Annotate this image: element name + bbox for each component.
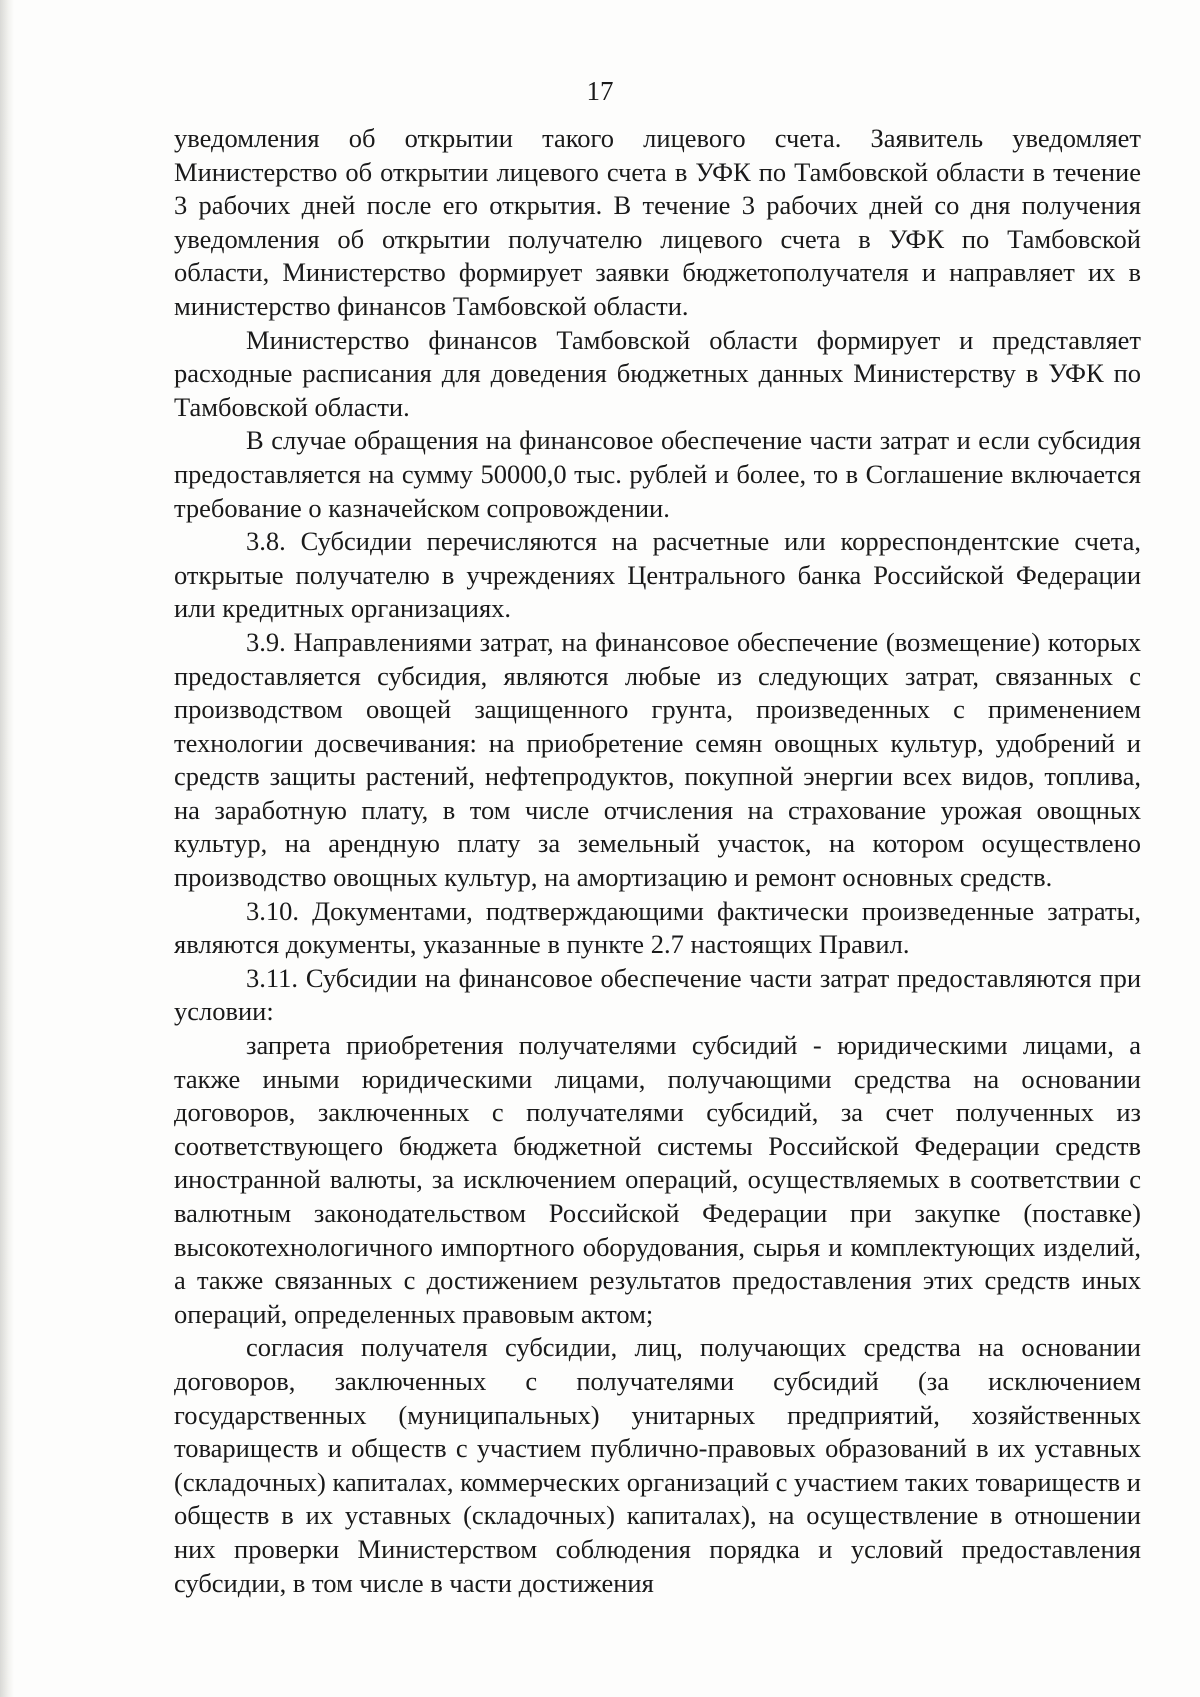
paragraph-3-9: 3.9. Направлениями затрат, на финансовое обеспечение (возмещение) которых предоставляется субсидия, являются любые из следующих затрат, связанных с производством овощей защищенного грунта, произведенных с применением технологии досвечивания: на приобретение семян овощных культур, удобрений и средств защиты растений, нефтепродуктов, покупной энергии всех видов, топлива, на заработную плату, в том числе отчисления на страхование урожая овощных культур, на арендную плату за земельный участок, на котором осуществлено производство овощных культур, на амортизацию и ремонт основных средств. xyxy=(174,626,1141,893)
paragraph-finance-ministry: Министерство финансов Тамбовской области формирует и представляет расходные расписания для доведения бюджетных данных Министерству в УФК по Тамбовской области. xyxy=(174,324,1141,422)
scan-edge-shadow xyxy=(0,0,14,1697)
paragraph-currency-ban: запрета приобретения получателями субсидий - юридическими лицами, а также иными юридическими лицами, получающими средства на основании договоров, заключенных с получателями субсидий, за счет полученных из соответствующего бюджета бюджетной системы Российской Федерации средств иностранной валюты, за исключением операций, осуществляемых в соответствии с валютным законодательством Российской Федерации при закупке (поставке) высокотехнологичного импортного оборудования, сырья и комплектующих изделий, а также связанных с достижением результатов предоставления этих средств иных операций, определенных правовым актом; xyxy=(174,1030,1141,1329)
paragraph-inspection-consent: согласия получателя субсидии, лиц, получающих средства на основании договоров, заключенных с получателями субсидий (за исключением государственных (муниципальных) унитарных предприятий, хозяйственных товариществ и обществ с участием публично-правовых образований в их уставных (складочных) капиталах, коммерческих организаций с участием таких товариществ и обществ в их уставных (складочных) капиталах), на осуществление в отношении них проверки Министерством соблюдения порядка и условий предоставления субсидии, в том числе в части достижения xyxy=(174,1332,1141,1598)
paragraph-3-8: 3.8. Субсидии перечисляются на расчетные или корреспондентские счета, открытые получателю в учреждениях Центрального банка Российской Федерации или кредитных организациях. xyxy=(174,526,1141,624)
page-number: 17 xyxy=(586,76,614,106)
paragraph-3-10: 3.10. Документами, подтверждающими фактически произведенные затраты, являются документы, указанные в пункте 2.7 настоящих Правил. xyxy=(174,895,1141,960)
paragraph-treasury-support: В случае обращения на финансовое обеспечение части затрат и если субсидия предоставляется на сумму 50000,0 тыс. рублей и более, то в Соглашение включается требование о казначейском сопровождении. xyxy=(174,425,1141,523)
paragraph-continuation: уведомления об открытии такого лицевого счета. Заявитель уведомляет Министерство об открытии лицевого счета в УФК по Тамбовской области в течение 3 рабочих дней после его открытия. В течение 3 рабочих дней со дня получения уведомления об открытии получателю лицевого счета в УФК по Тамбовской области, Министерство формирует заявки бюджетополучателя и направляет их в министерство финансов Тамбовской области. xyxy=(174,123,1141,321)
document-body xyxy=(174,122,1141,1600)
paragraph-3-11: 3.11. Субсидии на финансовое обеспечение части затрат предоставляются при условии: xyxy=(174,962,1141,1027)
